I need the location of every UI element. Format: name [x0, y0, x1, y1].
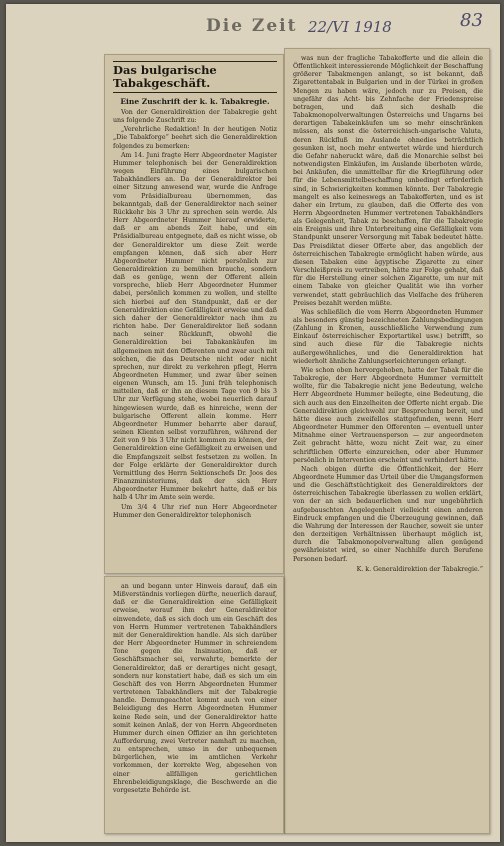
paragraph: Am 14. Juni fragte Herr Abgeordneter Magister Hummer telephonisch bei der Generaldirektion wegen Einführung eines bulgarischen Tabakhändlers an. Da der Generaldirektor bei einer Sitzung anwesend war, wurde die Anfrage vom Präsidialbureau übernommen, das bekanntgab, daß der Generaldirektor nach seiner Rückkehr bis 3 Uhr zu sprechen sein werde. Als Herr Abgeordneter Hummer hierauf erwiderte, daß er am abends Zeit habe, und ein Präsidialbureau entgegnete, daß es nicht wisse, ob der Generaldirektor um diese Zeit werde empfangen können, daß sich aber Herr Abgeordneter Hummer nicht persönlich zur Generaldirektion zu bemühen brauche, sondern daß es genüge, wenn der Offerent allein vorspreche, blieb Herr Abgeordneter Hummer dabei, persönlich kommen zu wollen, und stellte sich hierbei auf den Standpunkt, daß er der Generaldirektion eine Gefälligkeit erweise und daß sich daher der Generaldirektor nach ihm zu richten habe. Der Generaldirektor ließ sodann nach seiner Rückkunft, obwohl die Generaldirektion bei Tabakankäufen im allgemeinen mit den Offerenten und zwar auch mit solchen, die das Deutsche nicht oder nicht sprechen, nur direkt zu verkehren pflegt, Herrn Abgeordneten Hummer, und zwar über seinen eigenen Wunsch, am 15. Juni früh telephonisch mitteilen, daß er ihn an diesem Tage von 9 bis 3 Uhr zur Verfügung stehe, wobei neuerlich darauf hingewiesen wurde, daß es hinreiche, wenn der bulgarische Offerent allein komme. Herr Abgeordneter Hummer beharrte aber darauf, seinen Klienten selbst vorzuführen, während der Zeit von 9 bis 3 Uhr nicht kommen zu können, der Generaldirektion eine Gefälligkeit zu erweisen und die Empfangszeit selbst festsetzen zu wollen. In der Folge erklärte der Generaldirektor durch Vermittlung des Herrn Sektionschefs Dr. Joos des Finanzministeriums, daß der sich Herr Abgeordneter Hummer bekehrt hatte, daß er bis halb 4 Uhr im Amte sein werde.: [113, 151, 277, 502]
newspaper-name: Die Zeit: [206, 16, 298, 36]
paragraph: an und begann unter Hinweis darauf, daß ein Mißverständnis vorliegen dürfte, neuerlich darauf, daß er die Generaldirektion eine Gefälligkeit erweise, worauf ihm der Generaldirektor einwendete, daß es sich doch um ein Geschäft des von Herrn Hummer vertretenen Tabakhändlers mit der Generaldirektion handle. Als sich darüber der Herr Abgeordneter Hummer in schreiendem Tone gegen die Insinuation, daß er Geschäftsmacher sei, verwahrte, bemerkte der Generaldirektor, daß er derartiges nicht gesagt, sondern nur konstatiert habe, daß es sich um ein Geschäft des von Herrn Abgeordneten Hummer vertretenen Tabakhändlers mit der Tabakregie handle. Demungeachtet kommt auch von einer Beleidigung des Herrn Abgeordneten Hummer keine Rede sein, und der Generaldirektor hatte somit keinen Anlaß, der von Herrn Abgeordneten Hummer durch einen Offizier an ihn gerichteten Aufforderung, zwei Vertreter namhaft zu machen, zu entsprechen, umso in der unbequemen bürgerlichen, wie im amtlichen Verkehr vorkommen, der korrekte Weg, abgesehen von einer allfälligen gerichtlichen Ehrenbeleidigungsklage, die Beschwerde an die vorgesetzte Behörde ist.: [113, 583, 277, 794]
article-title: Das bulgarische Tabakgeschäft.: [113, 61, 277, 93]
clipping-left-bottom: [104, 576, 284, 834]
paragraph: Was schließlich die vom Herrn Abgeordneten Hummer als besonders günstig bezeichneten Zahlungsbedingungen (Zahlung in Kronen, ausschließliche Verwendung zum Einkauf österreichischer Exportartikel usw.) betrifft, so sind auch diese für die Tabakregie nichts außergewöhnliches, und die Generaldirektion hat wiederholt ähnliche Zahlungserleichterungen erlangt.: [293, 308, 483, 365]
column-1-text: [113, 109, 277, 520]
paragraph: was nun der fragliche Tabakofferte und die allein die Öffentlichkeit interessierende Möglichkeit der Beschaffung größerer Tabakmengen anlangt, so ist bekannt, daß Zigarettentabak in Bulgarien und in der Türkei in großen Mengen zu haben wäre, jedoch nur zu Preisen, die ungefähr das Acht- bis Zehnfache der Friedenspreise betragen, und daß sich deshalb die Tabakmonopolverwaltungen Österreichs und Ungarns bei derartigen Tabakeinkäufen um so mehr einschränken müssen, als sonst die österreichisch-ungarische Valuta, deren Rückfluß im Auslande ohnedies beträchtlich gesunken ist, noch mehr entwertet würde und hierdurch die Gefahr naheruckt wäre, daß die Monarchie selbst bei notwendigsten Einkäufen, im Auslande überboten würde, bei Ankäufen, die unmittelbar für die Kriegführung oder für die Lebensmittelbeschaffung unbedingt erforderlich sind, in Schwierigkeiten kommen könnte. Der Tabakregie mangelt es also keineswegs an Tabakofferten, und es ist daher ein Irrtum, zu glauben, daß die Offerte des von Herrn Abgeordneten Hummer vertretenen Tabakhändlers als Gelegenheit, Tabak zu beschaffen, für die Tabakregie ein Ereignis und ihre Unterbreitung eine Gefälligkeit vom Standpunkt unserer Versorgung mit Tabak bedeutet hätte. Das Preisdiktat dieser Offerte aber, das angeblich der österreichischen Tabakregie ermöglicht haben würde, aus diesen Tabaken eine ägyptische Zigarette zu einer Verschleißpreis zu vertreiben, hätte zur Folge gehabt, daß für die Herstellung einer solchen Zigarette, um nur mit einem Tabake von gleicher Qualität wie ihn vorher verwendet, statt gebräuchlich das Vielfache des früheren Preises bezahlt werden müßte.: [293, 55, 483, 307]
article-subtitle: Eine Zuschrift der k. k. Tabakregie.: [120, 97, 270, 106]
clipping-right: [284, 48, 490, 834]
column-2-text: [293, 55, 483, 564]
handwritten-date: 22/VI 1918: [308, 18, 392, 36]
clipping-left-top: [104, 54, 284, 574]
paragraph: Von der Generaldirektion der Tabakregie geht uns folgende Zuschrift zu:: [113, 109, 277, 125]
paragraph: Wie schon oben hervorgehoben, hatte der Tabak für die Tabakregie, der Herr Abgeordnete Hummer vermittelt wollte, für die Tabakregie nicht jene Bedeutung, welche Herr Abgeordnete Hummer beilegte, eine Bedeutung, die sich auch aus den Einzelheiten der Offerte nicht ergab. Die Generaldirektion gleichwohl zur Besprechung bereit, und hätte diese auch zweifellos stattgefunden, wenn Herr Abgeordneter Hummer den Offerenten — eventuell unter Mitnahme einer Vertrauensperson — zur angeordneten Zeit gebracht hätte, wozu nicht Zeit war, zu einer schriftlichen Offerte einzureichen, oder aber Hummer persönlich in Intervention erscheint und verhindert hätte.: [293, 366, 483, 464]
article-signature: K. k. Generaldirektion der Tabakregie.“: [356, 565, 483, 573]
column-3-text: [113, 583, 277, 795]
paragraph: Nach obigen dürfte die Öffentlichkeit, der Herr Abgeordnete Hummer das Urteil über die Umgangsformen und die Geschäftstüchtigkeit des Generaldirektors der österreichischen Tabakregie überlassen zu wollen erklärt, von der an sich bedauerlichen und nur ungebührlich aufgebauschten Angelegenheit vielleicht einen anderen Eindruck empfangen und die Überzeugung gewinnen, daß die Wahrung der Interessen der Raucher, soweit sie unter den derzeitigen Verhältnissen überhaupt möglich ist, durch die Tabakmonopolverwaltung allen genügend gewährleistet wird, so einer Nachhilfe durch Berufene Personen bedarf.: [293, 465, 483, 563]
archive-number: 83: [460, 10, 483, 31]
paragraph: Um 3/4 4 Uhr rief nun Herr Abgeordneter Hummer den Generaldirektor telephonisch: [113, 503, 277, 519]
paragraph: „Verehrliche Redaktion! In der heutigen Notiz „Die Tabakforge“ beehrt sich die Generaldirektion folgendes zu bemerken:: [113, 126, 277, 150]
